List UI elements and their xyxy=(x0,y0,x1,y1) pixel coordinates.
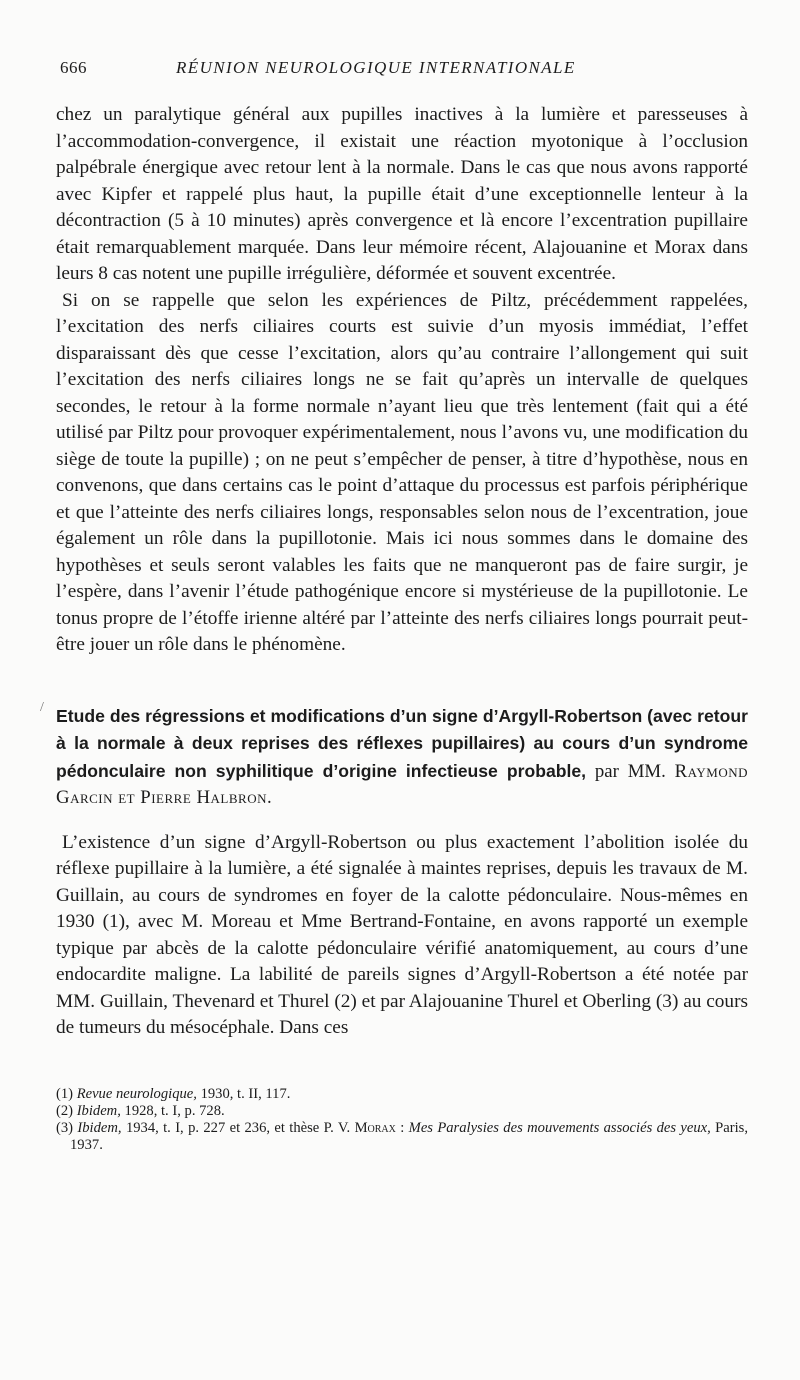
footnote-source: Revue neurologique, xyxy=(76,1085,197,1102)
footnote-details: 1928, t. I, p. 728. xyxy=(120,1102,225,1119)
footnote-number: (2) xyxy=(56,1102,74,1119)
book-page xyxy=(56,58,748,1154)
footnote-source: Ibidem, xyxy=(76,1102,121,1119)
footnote-number: (1) xyxy=(56,1085,74,1102)
margin-mark: / xyxy=(40,700,44,715)
running-title: RÉUNION NEUROLOGIQUE INTERNATIONALE xyxy=(176,58,576,77)
byline-prefix: par MM. xyxy=(586,760,675,782)
footnote-number: (3) xyxy=(56,1119,74,1136)
footnote-2 xyxy=(56,1103,748,1120)
body-paragraph: chez un paralytique général aux pupilles inactives à la lumière et paresseuses à l’accommodation-convergence, il existait une réaction myotonique à l’occlusion palpébrale énergique avec retour lent à la normale. Dans le cas que nous avons rapporté avec Kipfer et rappelé plus haut, la pupille était d’une exceptionnelle lenteur à la décontraction (5 à 10 minutes) après convergence et là encore l’excentration pupillaire était remarquablement marquée. Dans leur mémoire récent, Alajouanine et Morax dans leurs 8 cas notent une pupille irrégulière, déformée et souvent excentrée. xyxy=(56,104,748,284)
footnote-details: 1934, t. I, p. 227 et 236, et thèse P. V. xyxy=(121,1119,355,1136)
body-paragraph: Si on se rappelle que selon les expériences de Piltz, précédemment rappelées, l’excitation des nerfs ciliaires courts est suivie d’un myosis immédiat, l’effet disparaissant dès que cesse l’excitation, alors qu’au contraire l’allongement qui suit l’excitation des nerfs ciliaires longs ne se fait qu’après un intervalle de quelques secondes, le retour à la forme normale n’ayant lieu que très lentement (fait qui a été utilisé par Piltz pour provoquer expérimentalement, nous l’avons vu, une modification du siège de toute la pupille) ; on ne peut s’empêcher de penser, à titre d’hypothèse, nous en convenons, que dans certains cas le point d’attaque du processus est parfois périphérique et que l’atteinte des nerfs ciliaires longs, responsables selon nous de l’excentration, joue également un rôle dans la pupillotonie. Mais ici nous sommes dans le domaine des hypothèses et seuls seront valables les faits que ne manqueront pas de faire surgir, je l’espère, dans l’avenir l’étude pathogénique encore si mystérieuse de la pupillotonie. Le tonus propre de l’étoffe irienne altéré par l’atteinte des nerfs ciliaires longs pourrait peut-être jouer un rôle dans le phénomène. xyxy=(56,289,748,655)
section-paragraph: L’existence d’un signe d’Argyll-Robertson ou plus exactement l’abolition isolée du réflexe pupillaire à la lumière, a été signalée à maintes reprises, depuis les travaux de M. Guillain, au cours de syndromes en foyer de la calotte pédonculaire. Nous-mêmes en 1930 (1), avec M. Moreau et Mme Bertrand-Fontaine, en avons rapporté un exemple typique par abcès de la calotte pédonculaire vérifié anatomiquement, au cours d’une endocardite maligne. La labilité de pareils signes d’Argyll-Robertson a été notée par MM. Guillain, Thevenard et Thurel (2) et par Alajouanine Thurel et Oberling (3) au cours de tumeurs du mésocéphale. Dans ces xyxy=(56,831,748,1038)
footnote-1 xyxy=(56,1086,748,1103)
footnote-separator: : xyxy=(395,1119,409,1136)
footnote-3 xyxy=(56,1120,748,1154)
page-header xyxy=(56,58,748,92)
section-heading xyxy=(56,703,748,812)
section-authors: Raymond Garcin et Pierre Halbron. xyxy=(56,760,748,808)
footnotes xyxy=(56,1086,748,1154)
footnote-author: Morax xyxy=(354,1119,396,1136)
footnote-details: 1930, t. II, 117. xyxy=(196,1085,291,1102)
footnote-source: Ibidem, xyxy=(77,1119,122,1136)
page-number: 666 xyxy=(60,58,87,77)
footnote-tail: Paris, 1937. xyxy=(70,1119,748,1153)
section-title: Etude des régressions et modifications d’un signe d’Argyll-Robertson (avec retour à la normale à deux reprises des réflexes pupillaires) au cours d’un syndrome pédonculaire non syphilitique d’origine infectieuse probable, xyxy=(56,705,748,781)
footnote-title: Mes Paralysies des mouvements associés des yeux, xyxy=(408,1119,711,1136)
